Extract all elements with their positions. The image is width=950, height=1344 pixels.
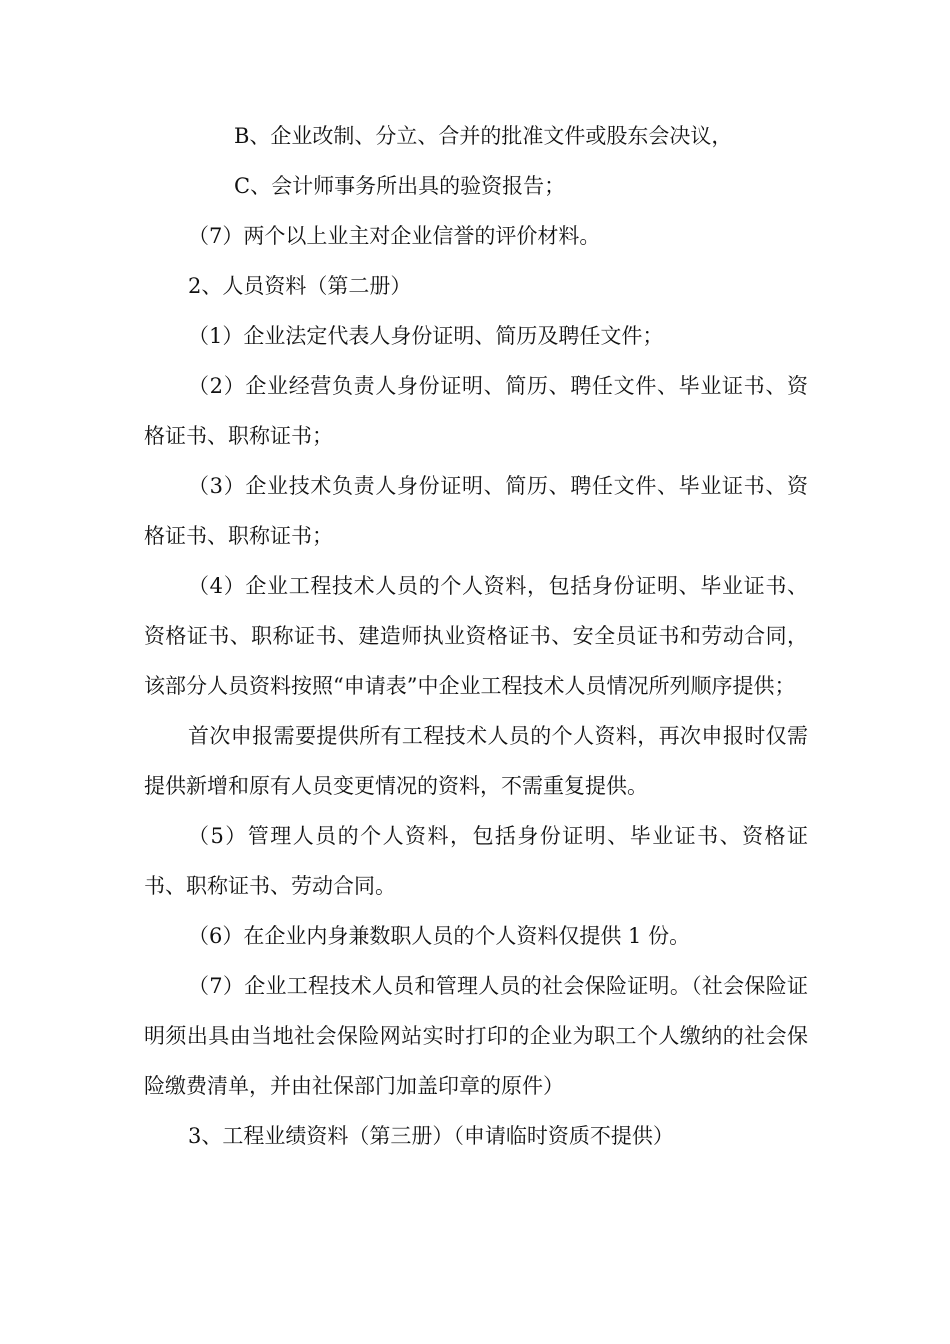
paragraph-item-1-legal-rep: （1）企业法定代表人身份证明、简历及聘任文件； — [188, 324, 664, 348]
paragraph-item-b: B、企业改制、分立、合并的批准文件或股东会决议， — [234, 124, 733, 148]
paragraph-item-7-social-insurance: （7）企业工程技术人员和管理人员的社会保险证明。（社会保险证明须出具由当地社会保险网站实时打印的企业为职工个人缴纳的社会保险缴费清单，并由社保部门加盖印章的原件） — [144, 974, 808, 1098]
section-heading-personnel: 2、人员资料（第二册） — [188, 274, 412, 298]
document-body — [144, 111, 808, 1161]
paragraph-item-c: C、会计师事务所出具的验资报告； — [234, 174, 566, 198]
paragraph-first-submission-note: 首次申报需要提供所有工程技术人员的个人资料，再次申报时仅需提供新增和原有人员变更情况的资料，不需重复提供。 — [144, 724, 808, 798]
paragraph-item-5-management-staff: （5）管理人员的个人资料，包括身份证明、毕业证书、资格证书、职称证书、劳动合同。 — [144, 824, 808, 898]
paragraph-item-2-operations-head: （2）企业经营负责人身份证明、简历、聘任文件、毕业证书、资格证书、职称证书； — [144, 374, 808, 448]
paragraph-item-4-engineering-staff: （4）企业工程技术人员的个人资料，包括身份证明、毕业证书、资格证书、职称证书、建造师执业资格证书、安全员证书和劳动合同，该部分人员资料按照“申请表”中企业工程技术人员情况所列顺序提供； — [144, 574, 808, 698]
paragraph-item-7-reputation: （7）两个以上业主对企业信誉的评价材料。 — [188, 224, 601, 248]
paragraph-item-3-technical-head: （3）企业技术负责人身份证明、简历、聘任文件、毕业证书、资格证书、职称证书； — [144, 474, 808, 548]
paragraph-item-6-multiple-roles: （6）在企业内身兼数职人员的个人资料仅提供 1 份。 — [188, 924, 691, 948]
section-heading-project-performance: 3、工程业绩资料（第三册）（申请临时资质不提供） — [188, 1124, 674, 1148]
